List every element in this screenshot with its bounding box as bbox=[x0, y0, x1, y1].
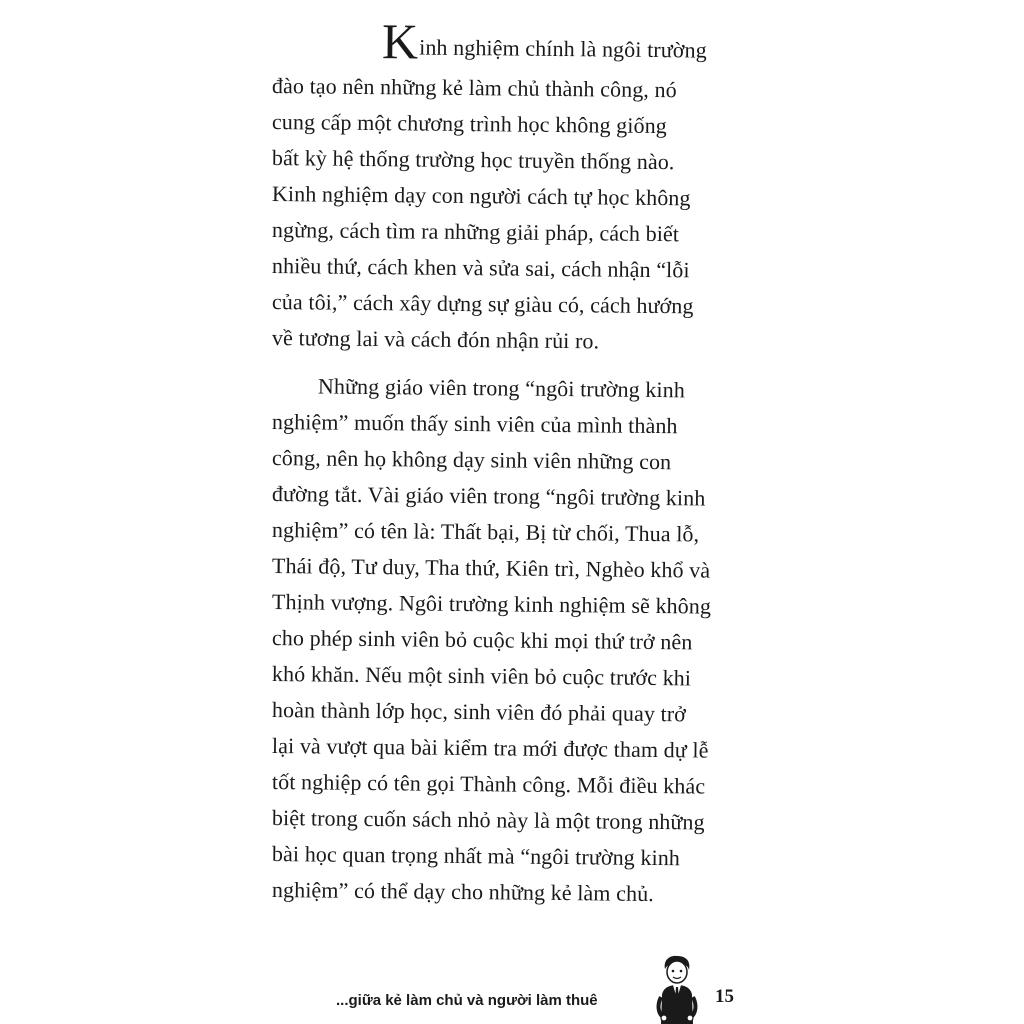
text-line: Thịnh vượng. Ngôi trường kinh nghiệm sẽ không bbox=[271, 589, 712, 619]
paragraph-2 bbox=[272, 368, 742, 908]
text-line: cho phép sinh viên bỏ cuộc khi mọi thứ trở nên bbox=[271, 625, 693, 655]
text-line: Kinh nghiệm dạy con người cách tự học không bbox=[271, 181, 691, 211]
drop-cap: K bbox=[381, 13, 419, 70]
text-line: đường tắt. Vài giáo viên trong “ngôi trường kinh bbox=[271, 481, 706, 511]
text-line: Thái độ, Tư duy, Tha thứ, Kiên trì, Nghèo khổ và bbox=[271, 553, 711, 583]
text-line: nghiệm” có tên là: Thất bại, Bị từ chối, Thua lỗ, bbox=[271, 517, 700, 547]
text-line: biệt trong cuốn sách nhỏ này là một trong những bbox=[271, 805, 705, 835]
text-line: đào tạo nên những kẻ làm chủ thành công, nó bbox=[271, 73, 677, 103]
text-line: nghiệm” có thể dạy cho những kẻ làm chủ. bbox=[271, 877, 654, 906]
text-line: tốt nghiệp có tên gọi Thành công. Mỗi điều khác bbox=[271, 769, 706, 799]
paragraph-1 bbox=[271, 13, 742, 356]
text-line: khó khăn. Nếu một sinh viên bỏ cuộc trước khi bbox=[271, 661, 692, 691]
text-line-content: inh nghiệm chính là ngôi trường bbox=[419, 34, 707, 63]
text-line: lại và vượt qua bài kiểm tra mới được tham dự lễ bbox=[271, 733, 709, 763]
text-line: của tôi,” cách xây dựng sự giàu có, cách hướng bbox=[271, 289, 694, 319]
text-line: ngừng, cách tìm ra những giải pháp, cách biết bbox=[271, 217, 680, 247]
text-line: công, nên họ không dạy sinh viên những con bbox=[271, 445, 672, 475]
text-line: bài học quan trọng nhất mà “ngôi trường kinh bbox=[271, 841, 681, 871]
man-in-suit-icon bbox=[655, 955, 699, 1024]
text-line: cung cấp một chương trình học không giống bbox=[271, 109, 667, 139]
text-line: về tương lai và cách đón nhận rủi ro. bbox=[271, 325, 600, 354]
running-footer: ...giữa kẻ làm chủ và người làm thuê bbox=[336, 992, 598, 1009]
text-line: bất kỳ hệ thống trường học truyền thống nào. bbox=[271, 145, 675, 175]
text-line: nghiệm” muốn thấy sinh viên của mình thành bbox=[271, 409, 678, 439]
text-line bbox=[272, 13, 742, 73]
text-line: hoàn thành lớp học, sinh viên đó phải quay trở bbox=[271, 697, 687, 727]
text-line: Những giáo viên trong “ngôi trường kinh bbox=[317, 373, 686, 403]
page-number: 15 bbox=[715, 986, 734, 1007]
text-line: nhiều thứ, cách khen và sửa sai, cách nhận “lỗi bbox=[271, 253, 690, 283]
